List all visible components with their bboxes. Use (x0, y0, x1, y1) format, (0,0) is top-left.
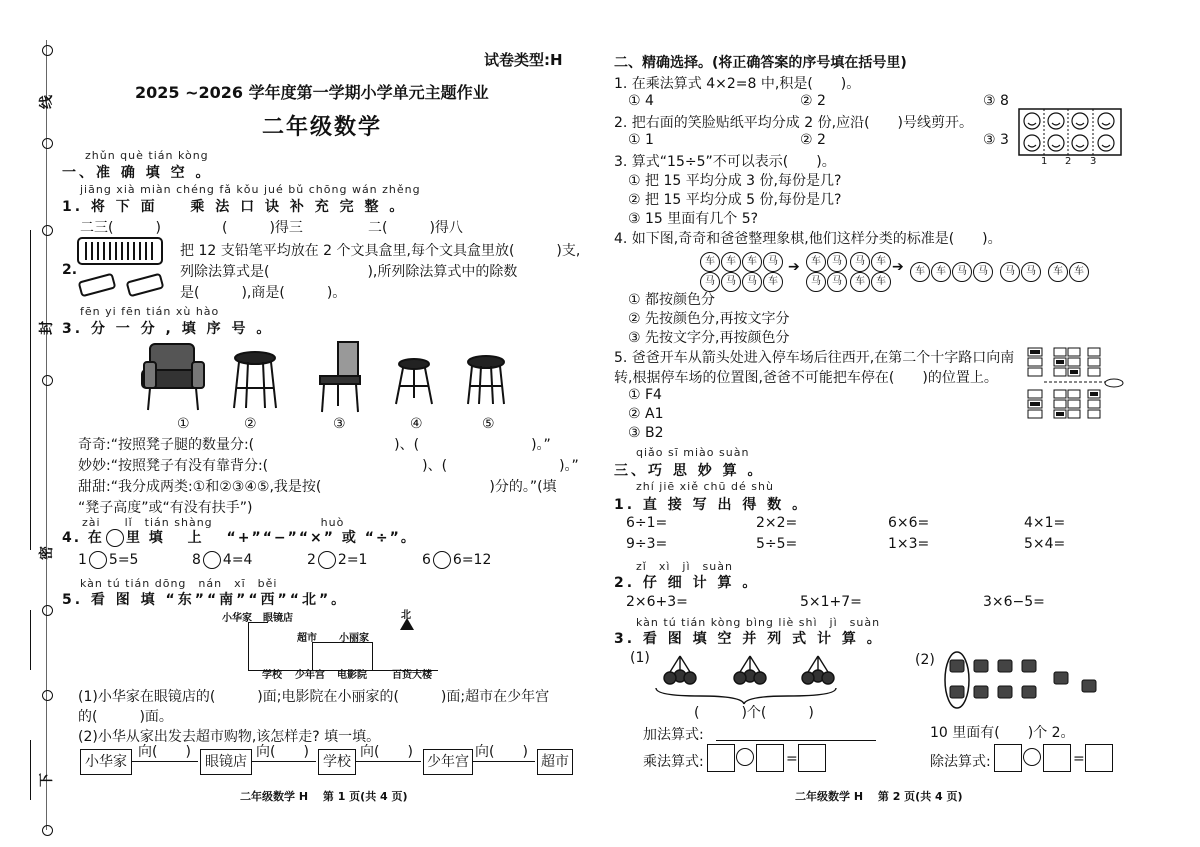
p2-q1-text: 1. 在乘法算式 4×2=8 中,积是( )。 (614, 76, 861, 92)
p3-q3-pinyin: kàn tú tián kòng bìng liè shì jì suàn (636, 616, 881, 629)
qiqi-line: 奇奇:“按照凳子腿的数量分:( )、( )。” (78, 437, 551, 453)
footer-page2: 二年级数学 H 第 2 页(共 4 页) (795, 790, 963, 803)
p2-q1-opt2: ② 2 (800, 93, 826, 109)
mul-box-2[interactable] (756, 744, 784, 772)
route-box-1: 小华家 (80, 749, 132, 775)
div-box-2[interactable] (1043, 744, 1071, 772)
map-yanjing: 眼镜店 (263, 613, 293, 624)
op-circle-icon[interactable] (433, 551, 451, 569)
p2-q1-opt1: ① 4 (628, 93, 654, 109)
q5-s1b: 的( )面。 (78, 709, 173, 725)
p2-q3-text: 3. 算式“15÷5”不可以表示( )。 (614, 154, 836, 170)
q4-pinyin: zài lǐ tián shàng huò (82, 516, 345, 529)
subject-title: 二年级数学 (262, 115, 383, 140)
q4-text-b: 里 填 上 “+”“−”“×” 或 “÷”。 (125, 530, 417, 546)
calc-mix-1: 2×6+3= (626, 594, 688, 610)
p2-q5-opt2: ② A1 (628, 406, 664, 422)
calc-8: 5×4= (1024, 536, 1066, 552)
miaomiao-line: 妙妙:“按照凳子有没有靠背分:( )、( )。” (78, 458, 579, 474)
route-xiang-4: 向( ) (475, 744, 528, 760)
q4-text-a: 4. 在 (62, 530, 104, 546)
ten-text: 10 里面有( )个 2。 (930, 725, 1075, 741)
calc-mix-3: 3×6−5= (983, 594, 1045, 610)
calc-1: 6÷1= (626, 515, 668, 531)
q5-pinyin: kàn tú tián dōng nán xī běi (80, 577, 278, 590)
calc-7: 1×3= (888, 536, 930, 552)
q2-line2: 列除法算式是( ),所列除法算式中的除数 (180, 264, 518, 280)
route-xiang-1: 向( ) (138, 744, 191, 760)
q1-text: 1. 将 下 面 乘 法 口 诀 补 充 完 整 。 (62, 199, 407, 215)
q4-text (62, 527, 417, 547)
q4-item-4: 6 6=12 (422, 552, 492, 568)
arrow-right-icon: ➔ (892, 259, 904, 275)
p2-q2-opt2: ② 2 (800, 132, 826, 148)
map-baihuo: 百货大楼 (392, 670, 432, 681)
q4-item-2: 8 4=4 (192, 552, 253, 568)
p3-q1-pinyin: zhí jiē xiě chū dé shù (636, 480, 774, 493)
stool-label-1: ① (177, 416, 190, 432)
part1-heading: 一、准 确 填 空 。 (62, 165, 213, 181)
p2-q5-opt3: ③ B2 (628, 425, 664, 441)
p2-q3-opt3: ③ 15 里面有几个 5? (628, 211, 759, 227)
calc-2: 2×2= (756, 515, 798, 531)
p2-q2-opt1: ① 1 (628, 132, 654, 148)
p2-q2-text: 2. 把右面的笑脸贴纸平均分成 2 份,应沿( )号线剪开。 (614, 115, 973, 131)
q2-number: 2. (62, 262, 78, 278)
part3-heading: 三、巧 思 妙 算 。 (614, 463, 765, 479)
mul-op-circle-icon[interactable] (736, 748, 754, 766)
mul-label: 乘法算式: (643, 754, 704, 770)
calc-4: 4×1= (1024, 515, 1066, 531)
mul-box-1[interactable] (707, 744, 735, 772)
div-label: 除法算式: (930, 754, 991, 770)
map-xuexiao: 学校 (262, 670, 282, 681)
route-xiang-2: 向( ) (256, 744, 309, 760)
q2-line3: 是( ),商是( )。 (180, 285, 347, 301)
calc-6: 5÷5= (756, 536, 798, 552)
p3-q3-part2: (2) (915, 652, 935, 668)
part3-pinyin: qiǎo sī miào suàn (636, 446, 750, 459)
calc-5: 9÷3= (626, 536, 668, 552)
div-box-1[interactable] (994, 744, 1022, 772)
q1-blank-a: 二三( ) (80, 220, 161, 236)
q4-item-1: 1 5=5 (78, 552, 139, 568)
mul-eq: = (786, 751, 798, 767)
stool-label-5: ⑤ (482, 416, 495, 432)
route-box-2: 眼镜店 (200, 749, 252, 775)
div-box-3[interactable] (1085, 744, 1113, 772)
q2-line1: 把 12 支铅笔平均放在 2 个文具盒里,每个文具盒里放( )支, (180, 243, 581, 259)
op-circle-icon[interactable] (203, 551, 221, 569)
mul-box-3[interactable] (798, 744, 826, 772)
binding-char-xia: 下 (39, 773, 55, 787)
p2-q4-opt2: ② 先按颜色分,再按文字分 (628, 311, 790, 327)
div-eq: = (1073, 751, 1085, 767)
map-north: 北 (401, 610, 411, 621)
q3-pinyin: fēn yi fēn tián xù hào (80, 305, 220, 318)
div-op-circle-icon[interactable] (1023, 748, 1041, 766)
q5-s1: (1)小华家在眼镜店的( )面;电影院在小丽家的( )面;超市在少年宫 (78, 689, 550, 705)
tiantian-line2: “凳子高度”或“有没有扶手”) (78, 500, 253, 516)
map-dianying: 电影院 (337, 670, 367, 681)
p3-q1-text: 1. 直 接 写 出 得 数 。 (614, 497, 810, 513)
route-box-4: 少年宫 (423, 749, 473, 775)
q1-blank-c: 二( )得八 (368, 220, 463, 236)
calc-3: 6×6= (888, 515, 930, 531)
add-label: 加法算式: (643, 727, 704, 743)
q3-text: 3. 分 一 分 , 填 序 号 。 (62, 321, 274, 337)
route-xiang-3: 向( ) (360, 744, 413, 760)
map-xiaoli: 小丽家 (339, 633, 369, 644)
q5-s2: (2)小华从家出发去超市购物,该怎样走? 填一填。 (78, 729, 381, 745)
stool-label-4: ④ (410, 416, 423, 432)
map-chaoshi: 超市 (297, 633, 317, 644)
route-box-5: 超市 (537, 749, 573, 775)
p3-q2-pinyin: zǐ xì jì suàn (636, 560, 733, 573)
tiantian-line: 甜甜:“我分成两类:①和②③④⑤,我是按( )分的。”(填 (78, 479, 557, 495)
stool-label-3: ③ (333, 416, 346, 432)
p2-q3-opt1: ① 把 15 平均分成 3 份,每份是几? (628, 173, 842, 189)
p2-q5-text1: 5. 爸爸开车从箭头处进入停车场后往西开,在第二个十字路口向南 (614, 350, 1015, 366)
exam-title: 2025 ~2026 学年度第一学期小学单元主题作业 (135, 83, 489, 102)
q5-text: 5. 看 图 填 “东”“南”“西”“北”。 (62, 592, 349, 608)
op-circle-icon (106, 529, 124, 547)
brace-answer: ( )个( ) (694, 705, 814, 721)
part1-pinyin: zhǔn què tián kòng (85, 149, 209, 162)
p2-q4-opt3: ③ 先按文字分,再按颜色分 (628, 330, 790, 346)
paper-type: 试卷类型:H (484, 51, 563, 69)
p2-q4-text: 4. 如下图,奇奇和爸爸整理象棋,他们这样分类的标准是( )。 (614, 231, 1002, 247)
map-shaonian: 少年宫 (295, 670, 325, 681)
q1-blank-b: ( )得三 (222, 220, 303, 236)
op-circle-icon[interactable] (318, 551, 336, 569)
p2-q5-text2: 转,根据停车场的位置图,爸爸不可能把车停在( )的位置上。 (614, 370, 998, 386)
route-box-3: 学校 (318, 749, 356, 775)
binding-char-feng: 封 (39, 321, 55, 335)
map-xiaohua: 小华家 (222, 613, 252, 624)
stool-label-2: ② (244, 416, 257, 432)
p2-q1-opt3: ③ 8 (983, 93, 1009, 109)
p3-q3-text: 3. 看 图 填 空 并 列 式 计 算 。 (614, 631, 884, 647)
p2-q5-opt1: ① F4 (628, 387, 662, 403)
op-circle-icon[interactable] (89, 551, 107, 569)
p2-q3-opt2: ② 把 15 平均分成 5 份,每份是几? (628, 192, 842, 208)
p3-q3-part1: (1) (630, 650, 650, 666)
binding-char-xian: 线 (39, 95, 55, 109)
arrow-right-icon: ➔ (788, 259, 800, 275)
q4-item-3: 2 2=1 (307, 552, 368, 568)
p2-q2-opt3: ③ 3 (983, 132, 1009, 148)
north-arrow-icon (400, 618, 414, 630)
footer-page1: 二年级数学 H 第 1 页(共 4 页) (240, 790, 408, 803)
part2-heading: 二、精确选择。(将正确答案的序号填在括号里) (614, 55, 907, 71)
p3-q2-text: 2. 仔 细 计 算 。 (614, 575, 760, 591)
calc-mix-2: 5×1+7= (800, 594, 862, 610)
binding-char-mi: 密 (39, 546, 55, 560)
p2-q4-opt1: ① 都按颜色分 (628, 292, 716, 308)
q1-pinyin: jiāng xià miàn chéng fǎ kǒu jué bǔ chōng wán zhěng (80, 183, 421, 196)
